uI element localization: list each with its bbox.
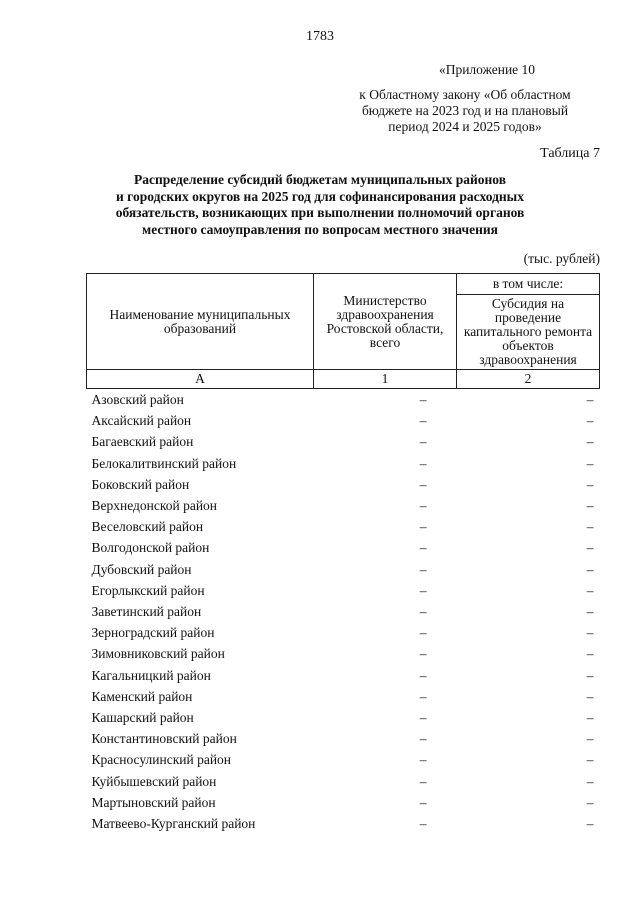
- table-row: [87, 580, 600, 601]
- municipality-name: Мартыновский район: [91, 794, 216, 810]
- header-including: в том числе:: [457, 274, 600, 295]
- municipality-name: Верхнедонской район: [91, 498, 218, 514]
- subsidy-value: –: [586, 476, 594, 492]
- ministry-total-value: –: [419, 731, 427, 747]
- municipality-name: Матвеево-Курганский район: [91, 816, 256, 832]
- subsidy-table: [86, 273, 600, 834]
- appendix-reference: [330, 87, 600, 135]
- ministry-total-value: –: [419, 646, 427, 662]
- ministry-total-value: –: [419, 752, 427, 768]
- subsidy-value: –: [586, 625, 594, 641]
- subsidy-value: –: [586, 392, 594, 407]
- table-row: [87, 601, 600, 622]
- municipality-name: Кагальницкий район: [91, 667, 211, 683]
- municipality-name: Красносулинский район: [91, 752, 232, 768]
- table-row: [87, 771, 600, 792]
- subsidy-value: –: [586, 604, 594, 620]
- document-heading: [84, 172, 556, 238]
- municipality-name: Веселовский район: [91, 519, 204, 535]
- table-row: [87, 707, 600, 728]
- units-label: (тыс. рублей): [523, 251, 600, 266]
- index-1: 1: [314, 370, 457, 389]
- subsidy-value: –: [586, 646, 594, 662]
- municipality-name: Зерноградский район: [91, 625, 215, 641]
- table-row: [87, 728, 600, 749]
- municipality-name: Зимовниковский район: [91, 646, 225, 662]
- ministry-total-value: –: [419, 519, 427, 535]
- municipality-name: Аксайский район: [91, 413, 192, 429]
- municipality-name: Багаевский район: [91, 434, 194, 450]
- index-a: А: [87, 370, 314, 389]
- ministry-total-value: –: [419, 604, 427, 620]
- municipality-name: Заветинский район: [91, 604, 202, 620]
- appendix-line-2: бюджете на 2023 год и на плановый: [361, 103, 569, 118]
- table-row: [87, 622, 600, 643]
- ministry-total-value: –: [419, 794, 427, 810]
- appendix-line-3: период 2024 и 2025 годов»: [388, 119, 542, 134]
- subsidy-value: –: [586, 498, 594, 514]
- ministry-total-value: –: [419, 561, 427, 577]
- table-label: Таблица 7: [540, 146, 600, 161]
- table-row: [87, 474, 600, 495]
- ministry-total-value: –: [419, 816, 427, 832]
- heading-line-4: местного самоуправления по вопросам местного значения: [142, 221, 498, 237]
- subsidy-value: –: [586, 752, 594, 768]
- table-row: [87, 495, 600, 516]
- municipality-name: Каменский район: [91, 688, 193, 704]
- municipality-name: Боковский район: [91, 476, 190, 492]
- appendix-line-1: к Областному закону «Об областном: [359, 87, 571, 102]
- appendix-title-text: «Приложение 10: [438, 62, 536, 77]
- subsidy-value: –: [586, 413, 594, 429]
- heading-line-3: обязательств, возникающих при выполнении полномочий органов: [115, 205, 525, 220]
- appendix-title: [386, 62, 586, 78]
- ministry-total-value: –: [419, 455, 427, 471]
- header-municipality-name: Наименование муниципальных образований: [87, 274, 314, 370]
- ministry-total-value: –: [419, 434, 427, 450]
- table-row: [87, 516, 600, 537]
- subsidy-value: –: [586, 519, 594, 535]
- ministry-total-value: –: [419, 625, 427, 641]
- municipality-name: Егорлыкский район: [91, 582, 205, 598]
- subsidy-value: –: [586, 816, 594, 832]
- ministry-total-value: –: [419, 392, 427, 407]
- table-row: [87, 749, 600, 770]
- subsidy-value: –: [586, 731, 594, 747]
- subsidy-value: –: [586, 688, 594, 704]
- ministry-total-value: –: [419, 667, 427, 683]
- subsidy-value: –: [586, 794, 594, 810]
- subsidy-value: –: [586, 455, 594, 471]
- subsidy-value: –: [586, 667, 594, 683]
- ministry-total-value: –: [419, 498, 427, 514]
- page-number: 1783: [306, 29, 334, 44]
- header-subsidy-repair: Субсидия на проведение капитального ремонта объектов здравоохранения: [457, 295, 600, 370]
- table-row: [87, 813, 600, 834]
- subsidy-value: –: [586, 540, 594, 556]
- municipality-name: Константиновский район: [91, 731, 237, 747]
- ministry-total-value: –: [419, 413, 427, 429]
- table-row: [87, 431, 600, 452]
- table-row: [87, 792, 600, 813]
- ministry-total-value: –: [419, 582, 427, 598]
- municipality-name: Белокалитвинский район: [91, 455, 237, 471]
- header-ministry-total: Министерство здравоохранения Ростовской области, всего: [314, 274, 457, 370]
- municipality-name: Кашарский район: [91, 710, 194, 726]
- subsidy-value: –: [586, 710, 594, 726]
- subsidy-value: –: [586, 434, 594, 450]
- table-row: [87, 410, 600, 431]
- subsidy-value: –: [586, 773, 594, 789]
- municipality-name: Волгодонской район: [91, 540, 210, 556]
- table-row: [87, 453, 600, 474]
- table-row: [87, 537, 600, 558]
- subsidy-value: –: [586, 582, 594, 598]
- table-row: [87, 389, 600, 411]
- table-row: [87, 559, 600, 580]
- ministry-total-value: –: [419, 773, 427, 789]
- municipality-name: Дубовский район: [91, 561, 192, 577]
- municipality-name: Куйбышевский район: [91, 773, 217, 789]
- municipality-name: Азовский район: [91, 392, 184, 407]
- ministry-total-value: –: [419, 688, 427, 704]
- heading-line-2: и городских округов на 2025 год для софинансирования расходных: [116, 188, 524, 204]
- ministry-total-value: –: [419, 540, 427, 556]
- table-row: [87, 686, 600, 707]
- subsidy-value: –: [586, 561, 594, 577]
- index-2: 2: [457, 370, 600, 389]
- ministry-total-value: –: [419, 710, 427, 726]
- table-row: [87, 643, 600, 664]
- table-row: [87, 665, 600, 686]
- ministry-total-value: –: [419, 476, 427, 492]
- heading-line-1: Распределение субсидий бюджетам муниципальных районов: [133, 172, 507, 187]
